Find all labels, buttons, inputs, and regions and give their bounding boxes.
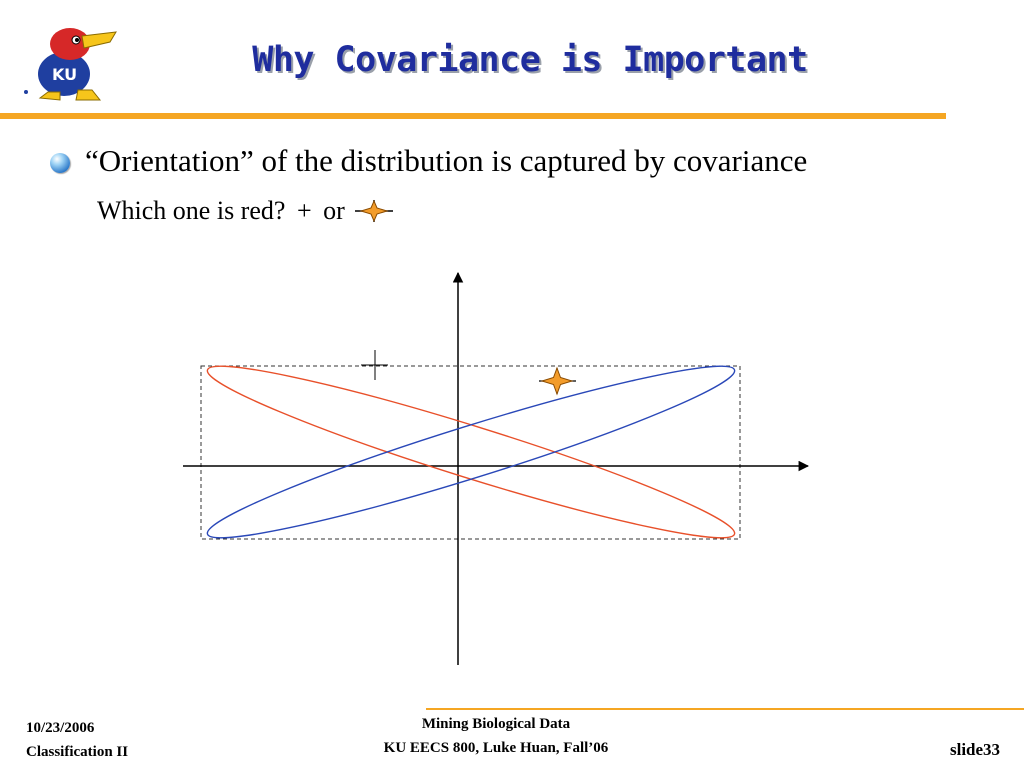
star-marker	[539, 368, 576, 394]
slide-number: slide33	[950, 740, 1001, 759]
slide-title: Why Covariance is Important	[252, 40, 808, 80]
blue-ellipse	[200, 345, 742, 559]
or-text: or	[323, 196, 345, 225]
footer-author: KU EECS 800, Luke Huan, Fall’06	[383, 740, 609, 756]
logo-text: KU	[52, 65, 78, 84]
bullet-text: “Orientation” of the distribution is captured by covariance	[85, 143, 808, 178]
plus-marker	[361, 350, 388, 380]
footer-course: Mining Biological Data	[421, 716, 571, 732]
bounding-box	[201, 366, 740, 539]
red-ellipse	[200, 345, 742, 559]
plus-marker-text: +	[296, 196, 312, 225]
question-text: Which one is red?	[97, 196, 286, 225]
footer-date: 10/23/2006	[26, 720, 95, 736]
footer-topic: Classification II	[26, 744, 129, 760]
footer-divider	[426, 708, 1024, 710]
